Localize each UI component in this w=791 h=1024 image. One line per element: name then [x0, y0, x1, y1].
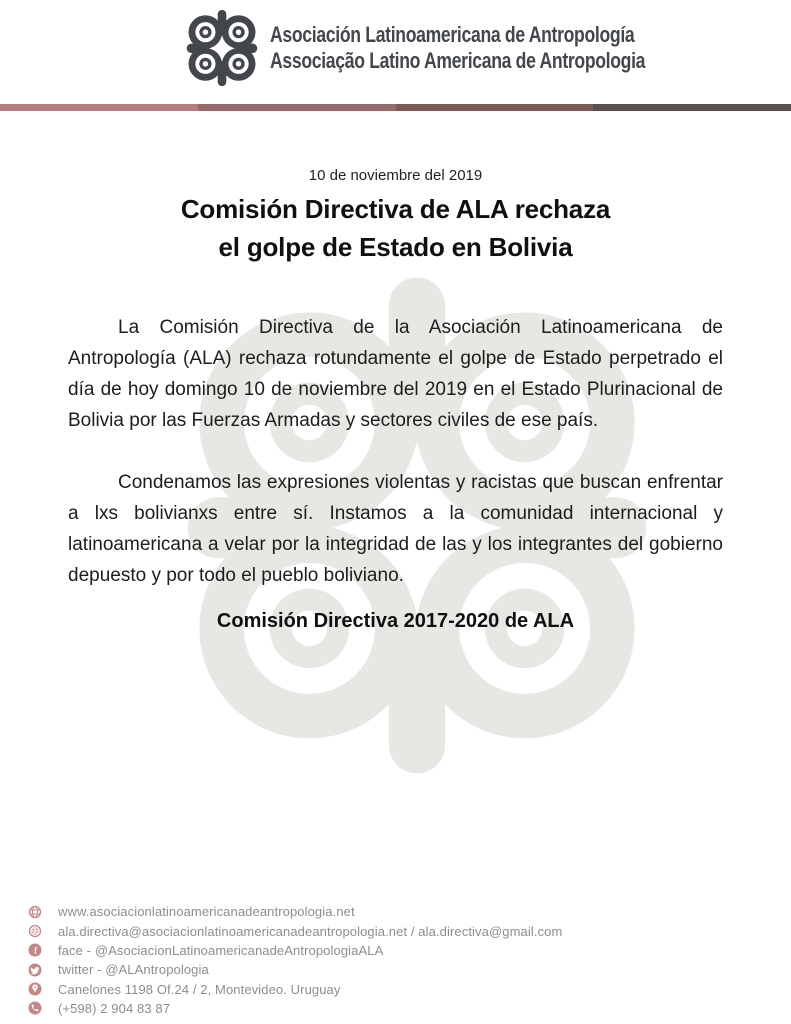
phone-icon [28, 1001, 42, 1015]
address-text: Canelones 1198 Of.24 / 2, Montevideo. Uruguay [58, 981, 341, 997]
footer-row [28, 941, 562, 960]
letterhead [186, 8, 739, 88]
footer-row [28, 960, 562, 979]
svg-text:@: @ [31, 926, 39, 936]
email-text: ala.directiva@asociacionlatinoamericanadeantropologia.net / ala.directiva@gmail.com [58, 923, 563, 939]
paragraph-1: La Comisión Directiva de la Asociación Latinoamericana de Antropología (ALA) rechaza rotundamente el golpe de Estado perpetrado el día de hoy domingo 10 de noviembre del 2019 en el Estado Plurinacional de Bolivia por las Fuerzas Armadas y sectores civiles de ese país. [68, 317, 723, 431]
divider-segment [198, 104, 396, 111]
org-name-spanish: Asociación Latinoamericana de Antropología [270, 22, 635, 47]
facebook-text: face - @AsociacionLatinoamericanadeAntropologiaALA [58, 942, 384, 958]
phone-text: (+598) 2 904 83 87 [58, 1000, 171, 1016]
divider-segment [0, 104, 198, 111]
footer-row [28, 902, 562, 921]
contact-footer [28, 902, 562, 1018]
org-name-portuguese: Associação Latino Americana de Antropologia [270, 48, 646, 73]
org-names [270, 22, 645, 74]
footer-row [28, 979, 562, 998]
divider-segment [593, 104, 791, 111]
footer-row [28, 922, 562, 941]
location-icon [28, 982, 42, 996]
letter-title [0, 190, 791, 266]
footer-row [28, 999, 562, 1018]
paragraph-2: Condenamos las expresiones violentas y racistas que buscan enfrentar a lxs bolivianxs entre sí. Instamos a la comunidad internacional y latinoamericana a velar por la integridad de las y los integrantes del gobierno depuesto y por todo el pueblo boliviano. [68, 472, 723, 586]
signature-line: Comisión Directiva 2017-2020 de ALA [216, 610, 575, 632]
twitter-text: twitter - @ALAntropologia [58, 962, 209, 978]
divider-segment [396, 104, 594, 111]
letter-body [68, 312, 723, 622]
facebook-icon [28, 943, 42, 957]
email-icon [28, 924, 42, 938]
twitter-icon [28, 963, 42, 977]
title-line-1: Comisión Directiva de ALA rechaza [180, 194, 611, 224]
svg-text:f: f [34, 946, 38, 957]
ala-logo-icon [186, 8, 258, 88]
website-text: www.asociacionlatinoamericanadeantropologia.net [58, 904, 355, 920]
date-line: 10 de noviembre del 2019 [308, 167, 483, 184]
divider [0, 104, 791, 111]
title-line-2: el golpe de Estado en Bolivia [218, 232, 573, 262]
globe-icon [28, 905, 42, 919]
